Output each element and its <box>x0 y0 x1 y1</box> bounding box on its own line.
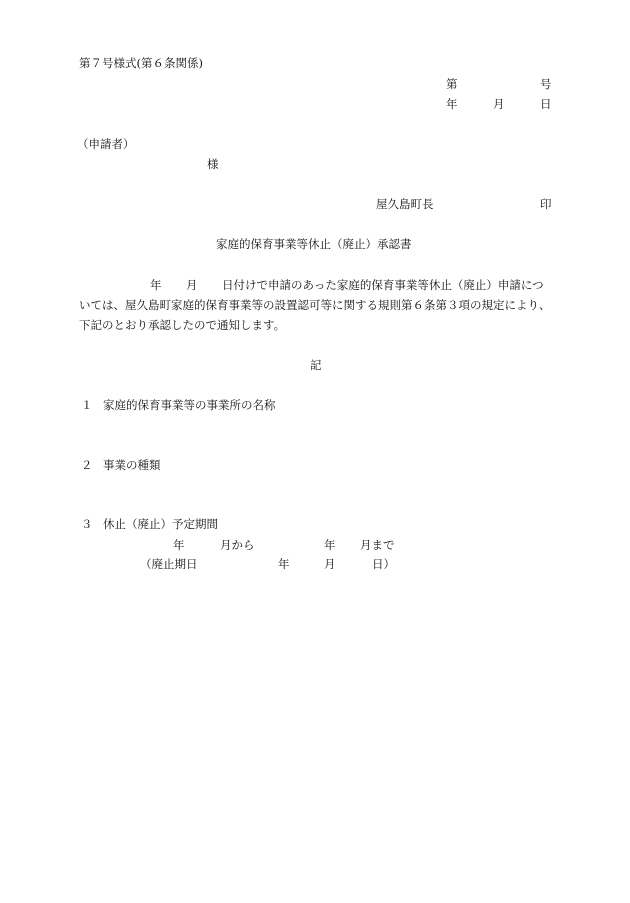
issuer-seal: 印 <box>540 197 552 211</box>
period-from-month: 月から <box>220 538 255 552</box>
form-number: 第７号様式(第６条関係) <box>79 56 203 70</box>
item-label: 休止（廃止）予定期間 <box>103 517 218 531</box>
item-number: １ <box>81 398 93 412</box>
body-month: 月 <box>186 278 198 292</box>
body-line3: 下記のとおり承認したので通知します。 <box>79 318 286 332</box>
abolition-day: 日） <box>372 557 395 571</box>
abolition-year: 年 <box>278 557 290 571</box>
document-title: 家庭的保育事業等休止（廃止）承認書 <box>216 237 412 251</box>
applicant-label: （申請者） <box>77 137 135 151</box>
body-year: 年 <box>150 278 162 292</box>
doc-number-dai: 第 <box>446 77 458 91</box>
period-to-year: 年 <box>324 538 336 552</box>
applicant-sama: 様 <box>207 157 219 171</box>
date-day: 日 <box>540 97 552 111</box>
ki-heading: 記 <box>310 358 322 372</box>
issuer-name: 屋久島町長 <box>376 197 434 211</box>
period-to-month: 月まで <box>360 538 395 552</box>
item-number: ３ <box>81 517 93 531</box>
body-line1-text: 日付けで申請のあった家庭的保育事業等休止（廃止）申請につ <box>222 278 544 292</box>
item-number: ２ <box>81 458 93 472</box>
date-year: 年 <box>446 97 458 111</box>
doc-number-go: 号 <box>540 77 552 91</box>
abolition-label: （廃止期日 <box>140 557 198 571</box>
body-line2: いては、屋久島町家庭的保育事業等の設置認可等に関する規則第６条第３項の規定により、 <box>79 298 551 312</box>
date-month: 月 <box>493 97 505 111</box>
period-from-year: 年 <box>173 538 185 552</box>
abolition-month: 月 <box>324 557 336 571</box>
item-label: 事業の種類 <box>103 458 161 472</box>
item-label: 家庭的保育事業等の事業所の名称 <box>103 398 276 412</box>
